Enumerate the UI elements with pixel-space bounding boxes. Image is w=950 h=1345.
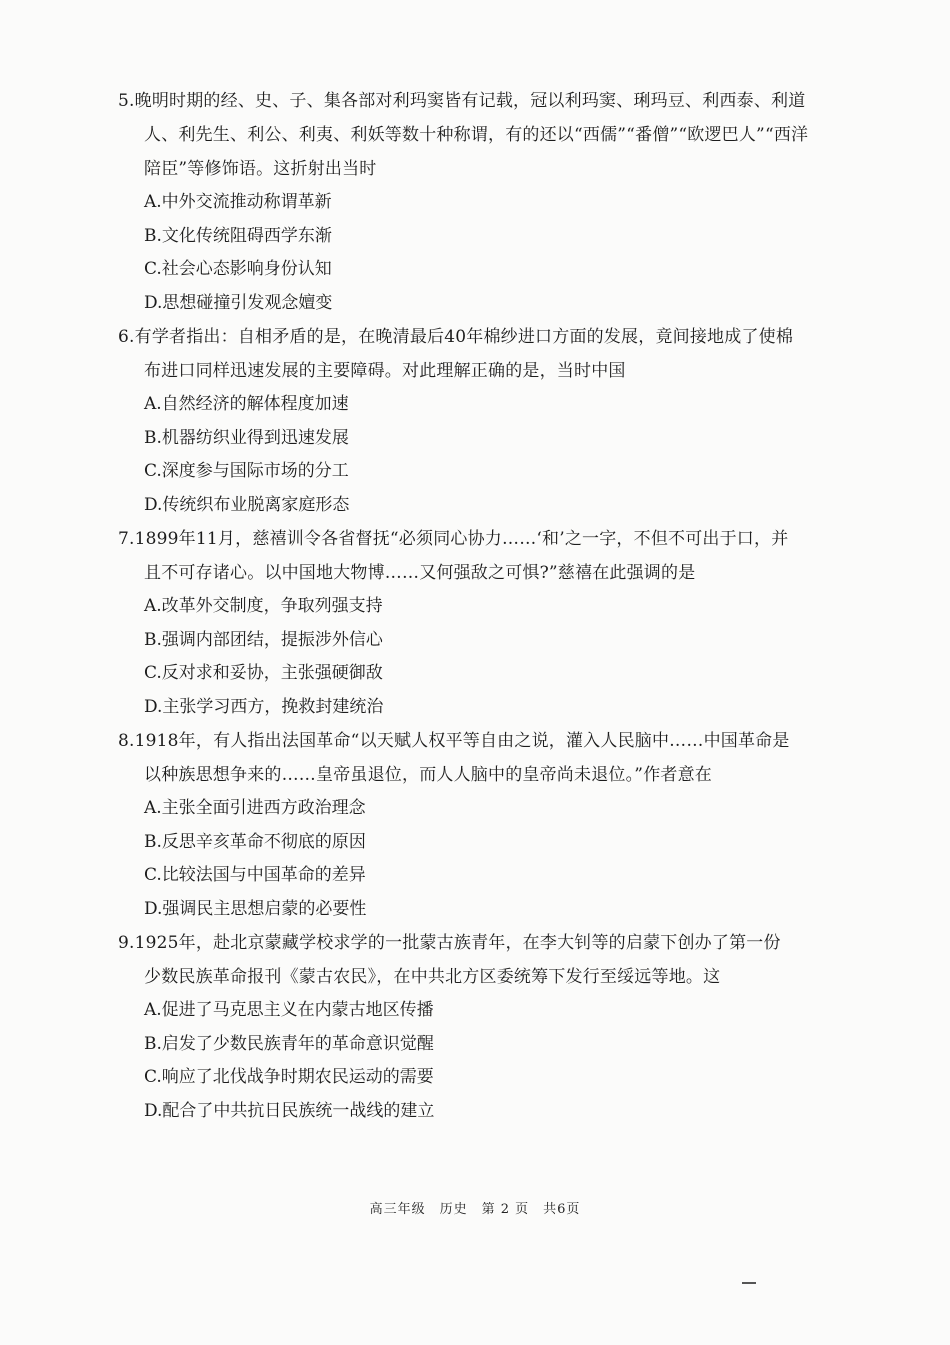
option-b: B.强调内部团结，提振涉外信心	[144, 629, 383, 650]
stem-line: 8.1918年，有人指出法国革命“以天赋人权平等自由之说，灌入人民脑中……中国革命是	[118, 731, 790, 751]
option-d: D.传统织布业脱离家庭形态	[144, 494, 350, 515]
option-b: B.启发了少数民族青年的革命意识觉醒	[144, 1033, 434, 1054]
question-9	[118, 926, 818, 1128]
option-b: B.反思辛亥革命不彻底的原因	[144, 831, 366, 852]
question-8	[118, 724, 818, 926]
questions-area	[118, 84, 818, 1128]
question-stem	[118, 320, 818, 388]
stem-line: 5.晚明时期的经、史、子、集各部对利玛窦皆有记载，冠以利玛窦、琍玛豆、利西泰、利道	[118, 91, 806, 111]
stem-line: 6.有学者指出：自相矛盾的是，在晚清最后40年棉纱进口方面的发展，竟间接地成了使棉	[118, 327, 794, 347]
option-c: C.社会心态影响身份认知	[144, 259, 332, 279]
scan-artifact	[742, 1282, 756, 1290]
question-stem	[118, 84, 818, 186]
option-a: A.主张全面引进西方政治理念	[144, 798, 366, 818]
option-c: C.深度参与国际市场的分工	[144, 461, 349, 481]
stem-line: 9.1925年，赴北京蒙藏学校求学的一批蒙古族青年，在李大钊等的启蒙下创办了第一份	[118, 933, 781, 953]
option-b: B.机器纺织业得到迅速发展	[144, 427, 349, 448]
question-stem	[118, 926, 818, 994]
question-6	[118, 320, 818, 522]
option-a: A.改革外交制度，争取列强支持	[144, 596, 383, 616]
question-stem	[118, 522, 818, 590]
option-c: C.比较法国与中国革命的差异	[144, 865, 366, 885]
option-b: B.文化传统阻碍西学东渐	[144, 225, 332, 246]
option-a: A.中外交流推动称谓革新	[144, 192, 332, 212]
option-a: A.促进了马克思主义在内蒙古地区传播	[144, 1000, 434, 1020]
question-7	[118, 522, 818, 724]
stem-line: 少数民族革命报刊《蒙古农民》，在中共北方区委统筹下发行至绥远等地。这	[144, 967, 721, 987]
page-footer: 高三年级 历史 第 2 页 共6页	[369, 1202, 581, 1217]
question-5	[118, 84, 818, 320]
option-d: D.强调民主思想启蒙的必要性	[144, 898, 367, 919]
option-d: D.配合了中共抗日民族统一战线的建立	[144, 1100, 435, 1121]
option-c: C.反对求和妥协，主张强硬御敌	[144, 663, 383, 683]
stem-line: 7.1899年11月，慈禧训令各省督抚“必须同心协力……‘和’之一字，不但不可出于口，并	[118, 529, 789, 549]
stem-line: 且不可存诸心。以中国地大物博……又何强敌之可惧?”慈禧在此强调的是	[144, 563, 696, 583]
option-a: A.自然经济的解体程度加速	[144, 394, 349, 414]
stem-line: 以种族思想争来的……皇帝虽退位，而人人脑中的皇帝尚未退位。”作者意在	[144, 765, 712, 785]
stem-line: 陪臣”等修饰语。这折射出当时	[144, 159, 377, 179]
option-d: D.思想碰撞引发观念嬗变	[144, 292, 333, 313]
option-d: D.主张学习西方，挽救封建统治	[144, 696, 384, 717]
option-c: C.响应了北伐战争时期农民运动的需要	[144, 1067, 434, 1087]
stem-line: 人、利先生、利公、利夷、利妖等数十种称谓，有的还以“西儒”“番僧”“欧逻巴人”“西洋	[144, 125, 809, 145]
stem-line: 布进口同样迅速发展的主要障碍。对此理解正确的是，当时中国	[144, 361, 626, 381]
question-stem	[118, 724, 818, 792]
